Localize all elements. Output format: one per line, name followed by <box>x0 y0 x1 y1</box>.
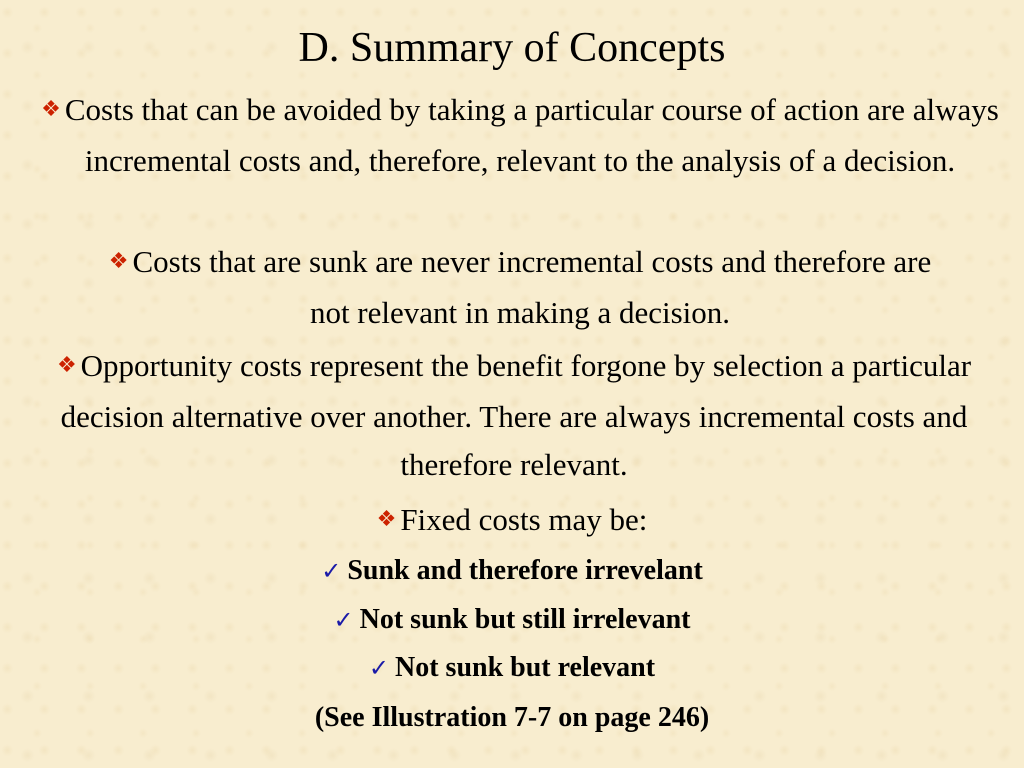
sub-item <box>0 600 1024 641</box>
sub-item <box>0 551 1024 592</box>
bullet-sunk-costs <box>90 238 950 337</box>
slide-title: D. Summary of Concepts <box>298 25 726 71</box>
diamond-bullet-icon: ❖ <box>41 96 61 121</box>
diamond-bullet-icon: ❖ <box>108 248 129 273</box>
diamond-bullet-icon: ❖ <box>56 352 77 377</box>
sub-item-text: Not sunk but relevant <box>395 652 656 683</box>
bullet-fixed-costs <box>0 496 1024 547</box>
diamond-bullet-icon: ❖ <box>376 506 397 531</box>
sub-item <box>0 648 1024 689</box>
sub-item-text: Sunk and therefore irrevelant <box>347 555 703 586</box>
checkmark-icon: ✓ <box>321 559 342 585</box>
checkmark-icon: ✓ <box>333 608 354 634</box>
sub-item-text: Not sunk but still irrelevant <box>359 604 691 635</box>
bullet-text: Costs that are sunk are never incremental costs and therefore are not relevant in making a decision. <box>132 244 932 330</box>
bullet-opportunity-costs <box>18 342 1010 489</box>
bullet-text: Opportunity costs represent the benefit forgone by selection a particular decision alternative over another. There are always incremental costs and therefore relevant. <box>60 348 972 482</box>
footnote: (See Illustration 7-7 on page 246) <box>314 702 710 733</box>
bullet-avoidable-costs <box>40 86 1000 185</box>
checkmark-icon: ✓ <box>368 656 389 682</box>
bullet-text: Costs that can be avoided by taking a particular course of action are always incremental costs and, therefore, relevant to the analysis of a decision. <box>64 92 999 178</box>
bullet-text: Fixed costs may be: <box>400 502 648 537</box>
